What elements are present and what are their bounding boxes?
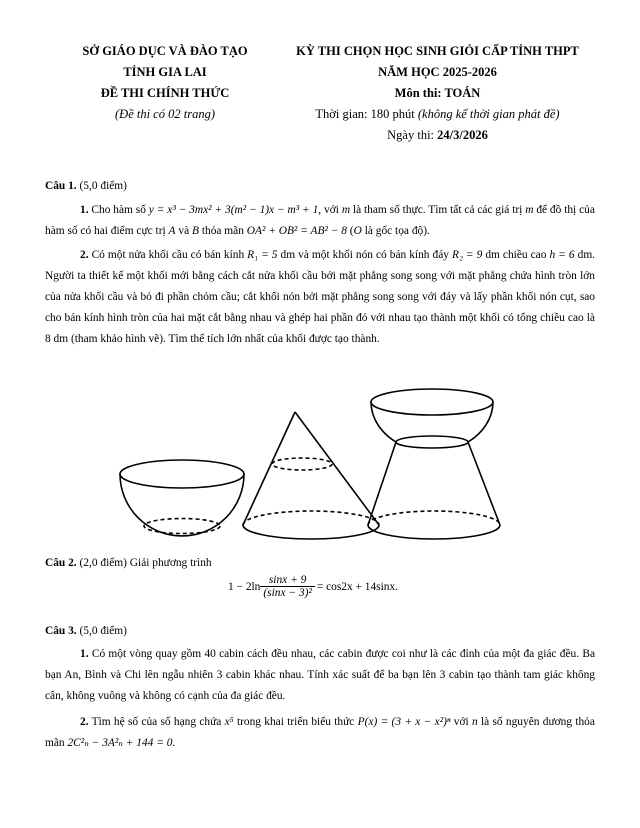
subject-line [285,83,590,104]
official-exam-label: ĐỀ THI CHÍNH THỨC [100,86,230,100]
combined-top-ellipse [371,389,493,415]
time-line [285,104,590,125]
math-var: m [341,204,351,216]
question-1-part-1 [45,200,595,242]
math-expr: x⁵ [224,716,234,728]
math-var: m [525,204,534,216]
time-label: Thời gian: 180 phút [315,107,418,121]
math-var: B [192,225,199,237]
math-var: O [353,225,362,237]
text: Có một vòng quay gồm 40 cabin cách đều nhau, các cabin được coi như là các đỉnh của một đa giác đều. Ba bạn An, Bình và Chi lên ngẫu nhiên 3 cabin khác nhau. Tính xác suất để ba bạn lên 3 cabin tạo thành tam giác không cân, không vuông và không có cạnh của đa giác đều. [45,648,595,702]
text: trong khai triển biểu thức [236,716,355,728]
text: ( [349,225,354,237]
part-number: 2. [80,249,89,261]
time-note: (không kể thời gian phát đề) [417,107,560,121]
expression-formula: P(x) = (3 + x − x²)ⁿ [357,716,451,728]
math-expr: R₂ = 9 [451,249,483,261]
question-1-heading [45,176,595,197]
question-2-text: (2,0 điểm) Giải phương trình [76,557,212,569]
condition-formula: 2C²ₙ − 3A²ₙ + 144 = 0 [67,737,173,749]
department-name: SỞ GIÁO DỤC VÀ ĐÀO TẠO [82,44,248,58]
text: Có một nửa khối cầu có bán kính [91,249,245,261]
question-1-part-2 [45,245,595,350]
date-line [285,125,590,146]
fraction-numerator: sinx + 9 [260,574,314,587]
condition-formula: OA² + OB² = AB² − 8 [246,225,347,237]
question-1-points: (5,0 điểm) [76,180,127,192]
text: Tìm hệ số của số hạng chứa [91,716,222,728]
question-3-part-1 [45,644,595,707]
part-number: 1. [80,204,89,216]
header-right [285,41,590,146]
exam-date: 24/3/2026 [437,128,488,142]
cone-figure [243,412,379,539]
text: với [324,204,339,216]
fraction-denominator: (sinx − 3)² [263,587,312,599]
cone-base-front [243,525,379,539]
text: dm chiều cao [485,249,547,261]
part-number: 1. [80,648,89,660]
text: là gốc tọa độ). [364,225,430,237]
question-3-points: (5,0 điểm) [76,625,127,637]
cone-cut-ellipse [272,458,332,470]
combined-base-front [368,525,500,539]
text: dm và một khối nón có bán kính đáy [280,249,449,261]
equation-fraction [260,574,314,599]
text: và [178,225,190,237]
hemisphere-figure [120,460,244,536]
header-left [55,41,275,125]
cone-right-edge [295,412,379,525]
text: là tham số thực. Tìm tất cả các giá trị [352,204,523,216]
equation-right: = cos2x + 14sinx. [316,580,399,593]
function-formula: y = x³ − 3mx² + 3(m² − 1)x − m³ + 1, [148,204,322,216]
math-expr: h = 6 [549,249,575,261]
part-number: 2. [80,716,89,728]
page-count-note: (Đề thi có 02 trang) [115,107,215,121]
math-expr: 8 dm [45,333,69,345]
math-expr: R₁ = 5 [247,249,278,261]
math-var: A [168,225,176,237]
text: dm. Người ta thiết kế một khối mới bằng cách cắt nửa khối cầu bởi mặt phẳng song song với mặt phẳng chứa hình tròn lớn của nửa khối cầu và bỏ đi phần chỏm cầu; cắt khối nón bởi mặt phẳng song song với đáy và lấy phần khối nón cụt, sao cho bán kính hình tròn của hai mặt cắt bằng nhau và ghép hai phần đó với nhau tạo thành một khối có tổng chiều cao là [45,249,596,324]
question-3-heading [45,621,595,642]
text: . [172,737,176,749]
solids-figure [110,378,510,546]
school-year: NĂM HỌC 2025-2026 [378,65,497,79]
hemisphere-cut-ellipse [144,519,220,534]
province-name: TỈNH GIA LAI [123,65,207,79]
exam-title: KỲ THI CHỌN HỌC SINH GIỎI CẤP TỈNH THPT [296,44,579,58]
text: Cho hàm số [91,204,146,216]
date-label: Ngày thi: [387,128,438,142]
text: với [453,716,469,728]
text: (tham khảo hình vẽ). Tìm thể tích lớn nhất của khối được tạo thành. [70,333,380,345]
question-2-heading [45,553,595,574]
question-3-part-2 [45,712,595,754]
question-3-title: Câu 3. [45,625,77,637]
combined-right-edge [468,442,500,525]
text: là số nguyên dương thỏa mãn [45,716,595,749]
combined-base-back [368,511,500,525]
combined-joint-ellipse [396,436,468,448]
equation-left: 1 − 2ln [228,580,261,593]
text: để đồ thị của hàm số có hai điểm cực trị [45,204,595,237]
text: thỏa mãn [201,225,244,237]
question-2-equation [228,574,398,599]
question-2-title: Câu 2. [45,557,77,569]
hemisphere-top-ellipse [120,460,244,488]
subject-value: TOÁN [444,86,481,100]
combined-bowl-left [371,402,396,442]
subject-label: Môn thi: [394,86,445,100]
math-var: n [471,716,478,728]
cone-base-back [243,511,379,525]
combined-left-edge [368,442,396,525]
combined-bowl-right [468,402,493,442]
combined-figure [368,389,500,539]
question-1-title: Câu 1. [45,180,77,192]
